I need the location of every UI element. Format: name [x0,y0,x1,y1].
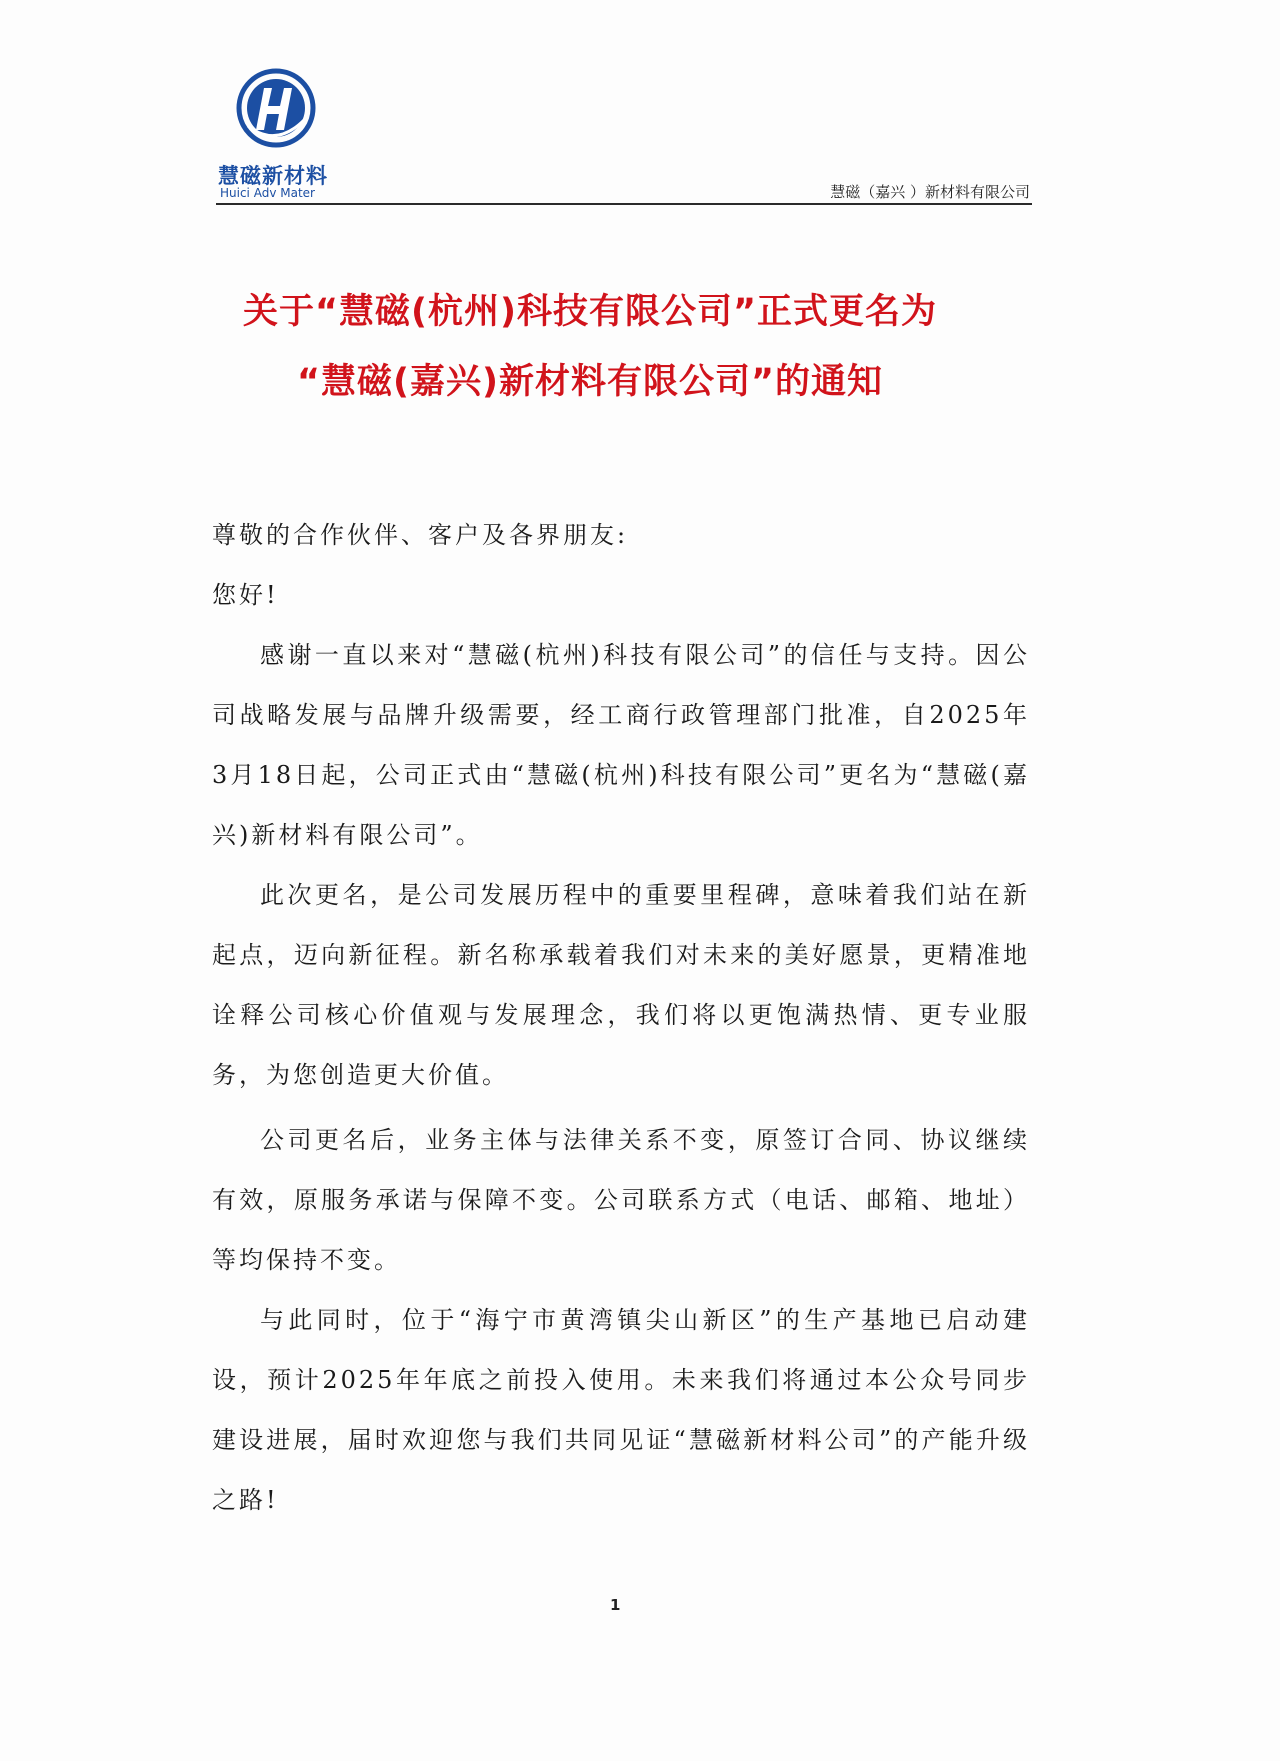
page-number: 1 [610,1596,621,1614]
salutation: 尊敬的合作伙伴、客户及各界朋友: [212,521,629,549]
huici-logo-icon [234,68,318,156]
notice-title-line-1: 关于“慧磁(杭州)科技有限公司”正式更名为 [243,292,937,332]
paragraph-production-base: 与此同时，位于“海宁市黄湾镇尖山新区”的生产基地已启动建设，预计2025年年底之前投入使用。未来我们将通过本公众号同步建设进展，届时欢迎您与我们共同见证“慧磁新材料公司”的产能升级之路! [212,1306,1030,1514]
company-logo [216,68,356,200]
notice-title-line-2: “慧磁(嘉兴)新材料有限公司”的通知 [297,362,883,402]
paragraph-milestone: 此次更名，是公司发展历程中的重要里程碑，意味着我们站在新起点，迈向新征程。新名称承载着我们对未来的美好愿景，更精准地诠释公司核心价值观与发展理念，我们将以更饱满热情、更专业服务，为您创造更大价值。 [212,881,1030,1089]
header-divider [216,203,1032,205]
paragraph-legal-continuity: 公司更名后，业务主体与法律关系不变，原签订合同、协议继续有效，原服务承诺与保障不变。公司联系方式（电话、邮箱、地址）等均保持不变。 [212,1126,1030,1274]
paragraph-rename-announcement: 感谢一直以来对“慧磁(杭州)科技有限公司”的信任与支持。因公司战略发展与品牌升级需要，经工商行政管理部门批准，自2025年3月18日起，公司正式由“慧磁(杭州)科技有限公司”更名为“慧磁(嘉兴)新材料有限公司”。 [212,641,1030,849]
header-company-name: 慧磁（嘉兴 ）新材料有限公司 [830,183,1030,201]
logo-english-name: Huici Adv Mater [220,186,315,200]
logo-chinese-name: 慧磁新材料 [218,164,328,188]
greeting: 您好! [212,581,279,609]
